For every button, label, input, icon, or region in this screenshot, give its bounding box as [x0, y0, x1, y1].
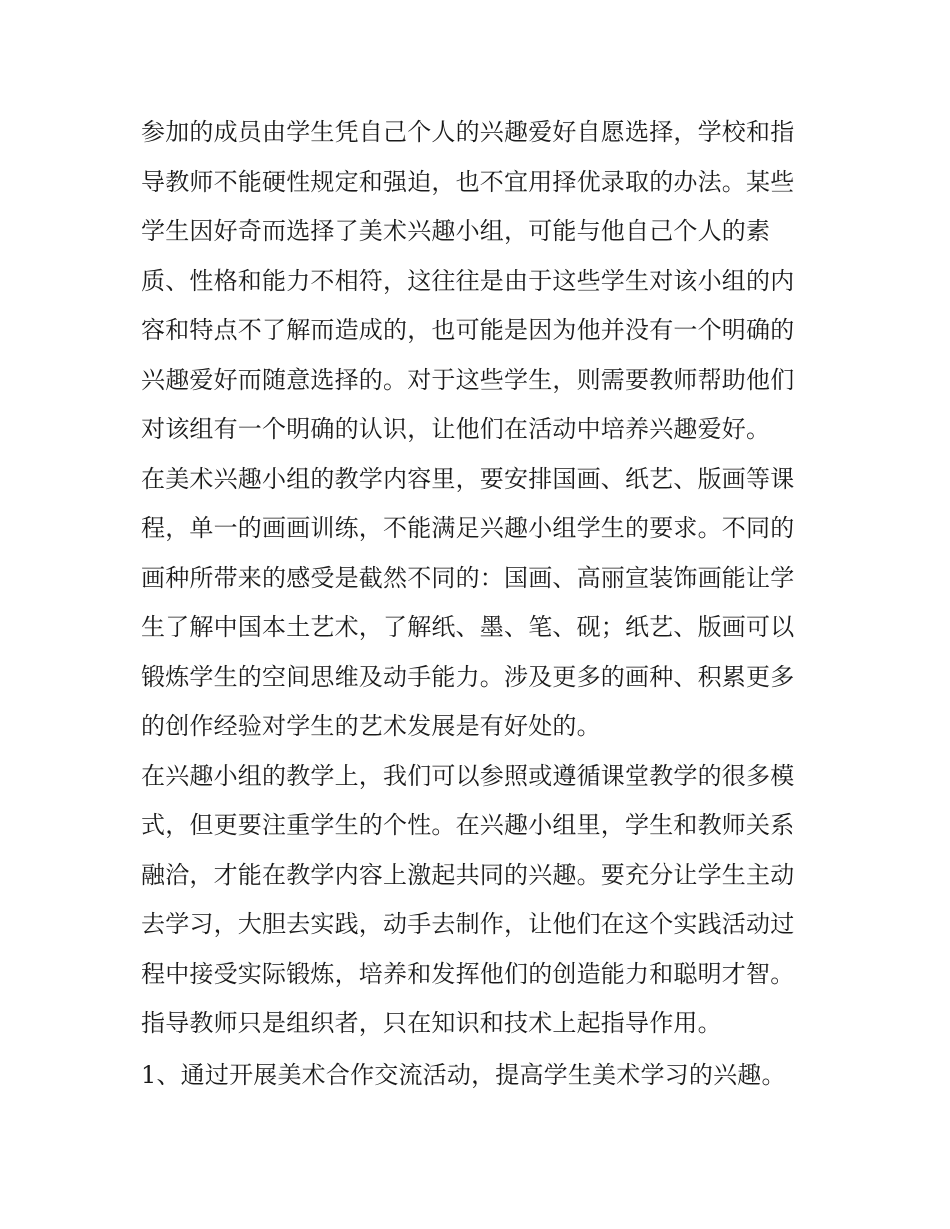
text-line: 融洽，才能在教学内容上激起共同的兴趣。要充分让学生主动 — [141, 860, 795, 889]
text-line: 兴趣爱好而随意选择的。对于这些学生，则需要教师帮助他们 — [141, 365, 795, 394]
text-line: 学生因好奇而选择了美术兴趣小组，可能与他自己个人的素 — [141, 217, 771, 245]
text-line: 在美术兴趣小组的教学内容里，要安排国画、纸艺、版画等课 — [141, 464, 795, 493]
text-line: 画种所带来的感受是截然不同的：国画、高丽宣装饰画能让学 — [141, 563, 795, 592]
text-line: 指导教师只是组织者，只在知识和技术上起指导作用。 — [141, 1009, 722, 1037]
numbered-item: 1、通过开展美术合作交流活动，提高学生美术学习的兴趣。 — [141, 1060, 786, 1089]
text-line: 对该组有一个明确的认识，让他们在活动中培养兴趣爱好。 — [141, 415, 771, 443]
text-line: 去学习，大胆去实践，动手去制作，让他们在这个实践活动过 — [141, 910, 795, 938]
text-line: 程中接受实际锻炼，培养和发挥他们的创造能力和聪明才智。 — [141, 959, 795, 988]
text-line: 在兴趣小组的教学上，我们可以参照或遵循课堂教学的很多模 — [141, 761, 795, 790]
text-line: 程，单一的画画训练，不能满足兴趣小组学生的要求。不同的 — [141, 514, 795, 542]
document-body — [141, 108, 821, 1100]
text-line: 生了解中国本土艺术，了解纸、墨、笔、砚；纸艺、版画可以 — [141, 613, 795, 641]
text-line: 导教师不能硬性规定和强迫，也不宜用择优录取的办法。某些 — [141, 167, 795, 196]
text-line: 的创作经验对学生的艺术发展是有好处的。 — [141, 712, 601, 740]
text-line: 式，但更要注重学生的个性。在兴趣小组里，学生和教师关系 — [141, 811, 795, 839]
text-line: 质、性格和能力不相符，这往往是由于这些学生对该小组的内 — [141, 266, 795, 295]
text-line: 锻炼学生的空间思维及动手能力。涉及更多的画种、积累更多 — [141, 662, 795, 691]
text-line: 参加的成员由学生凭自己个人的兴趣爱好自愿选择，学校和指 — [141, 118, 795, 146]
text-line: 容和特点不了解而造成的，也可能是因为他并没有一个明确的 — [141, 316, 795, 344]
